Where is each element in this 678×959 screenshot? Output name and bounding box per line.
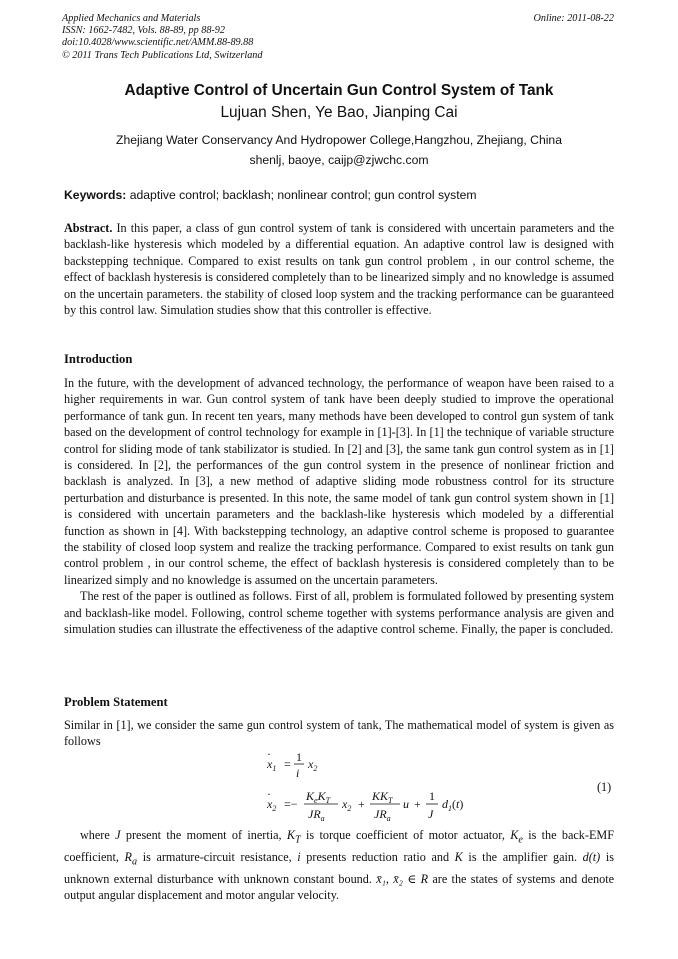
eq2-num2: $KK_T$ <box>372 789 393 805</box>
symbol-KT <box>286 828 301 846</box>
abstract-text: In this paper, a class of gun control system of tank is considered with uncertain parameters and the backlash-like hysteresis which modeled by a differential equation. An adaptive control law is designed with backstepping technique. Compared to exist results on tank gun control problem , in our control scheme, the effect of backlash hysteresis is considered completely than to be linearized simply and no knowledge is assumed on the uncertain parameters. the stability of closed loop system and the tracking performance can be guaranteed by this control law. Simulation studies show that this controller is effective. <box>64 221 614 318</box>
introduction-paragraph-2: The rest of the paper is outlined as follows. First of all, problem is formulated followed by presenting system and backlash-like model. Following, control scheme together with systems performance analysis are given and simulation studies can illustrate the effectiveness of the adaptive control scheme. Finally, the paper is concluded. <box>64 589 614 637</box>
symbol-Ke <box>510 828 523 846</box>
introduction-body <box>64 375 614 638</box>
symbol-dt: d(t) <box>582 849 601 864</box>
paper-title: Adaptive Control of Uncertain Gun Control System of Tank <box>124 82 554 99</box>
eq2-x2: $x_2$ <box>342 797 352 813</box>
symbol-Ra-sub: a <box>132 856 138 868</box>
where-text-1: where <box>80 828 110 842</box>
where-text-4: is the back-EMF coefficient, <box>64 828 615 864</box>
where-text-3: is torque coefficient of motor actuator, <box>300 828 511 842</box>
where-text-2: present the moment of inertia, <box>120 828 287 842</box>
introduction-heading: Introduction <box>64 352 133 366</box>
eq2-u: u <box>403 797 409 811</box>
eq1-x2: $x_2$ <box>308 757 318 773</box>
symbol-KT-sub: T <box>295 834 301 846</box>
journal-name: Applied Mechanics and Materials <box>62 13 201 24</box>
eq2-num3: 1 <box>429 789 435 803</box>
online-date: Online: 2011-08-22 <box>533 13 614 24</box>
copyright-line: © 2011 Trans Tech Publications Ltd, Switzerland <box>62 49 263 61</box>
eq2-den1: $JR_a$ <box>308 807 325 823</box>
author-email[interactable]: shenlj, baoye, caijp@zjwchc.com <box>249 153 429 167</box>
symbol-Ke-sub: e <box>518 834 523 846</box>
equation-number: (1) <box>597 780 612 794</box>
eq1-num: 1 <box>296 750 302 764</box>
symbol-i: i <box>297 849 301 864</box>
variable-definitions <box>64 827 614 904</box>
journal-header <box>62 13 262 62</box>
eq1-dot: · <box>267 750 271 761</box>
where-text-8: is unknown external disturbance with unknown constant bound. <box>64 849 614 886</box>
symbol-Ra <box>124 849 138 868</box>
where-text-5: is armature-circuit resistance, <box>137 849 298 864</box>
keywords <box>64 188 477 202</box>
keywords-label: Keywords: <box>64 188 127 202</box>
affiliation: Zhejiang Water Conservancy And Hydropower College,Hangzhou, Zhejiang, China <box>116 133 562 147</box>
eq2-equals: =− <box>284 797 298 811</box>
system-equation <box>262 750 502 825</box>
where-text-7: is the amplifier gain. <box>462 849 583 864</box>
eq1-den: i <box>296 766 300 780</box>
eq2-plus1: + <box>358 797 365 811</box>
eq2-plus2: + <box>414 797 421 811</box>
keywords-text: adaptive control; backlash; nonlinear control; gun control system <box>129 188 477 202</box>
where-text-9: are the states of systems and denote output angular displacement and motor angular velocity. <box>64 871 614 903</box>
where-text-6: presents reduction ratio and <box>300 849 455 864</box>
issn-line: ISSN: 1662-7482, Vols. 88-89, pp 88-92 <box>62 25 225 37</box>
introduction-paragraph-1: In the future, with the development of advanced technology, the performance of weapon have been raised to a higher requirements in war. Gun control system of tank have been deeply studied to improve the operational performance of tank gun. In recent ten years, many methods have been developed to control gun system of tank based on the development of control technology for example in [1]-[3]. In [1] the technique of variable structure control for sliding mode of tank stabilizator is studied. In [2] and [3], the same tank gun control system as in [1] is considered. In [2], the performances of the gun control system in the presence of nonlinear friction and backlash is analyzed. In [3], a new method of adaptive sliding mode robustness control for its structure perturbation and disturbance is presented. In this note, the same model of tank gun control system shown in [1] is considered with uncertain parameters and the backlash-like hysteresis which modeled by a differential function as shown in [4]. With backstepping technology, an adaptive control scheme is proposed to guarantee the stability of closed loop system and realize the tracking performance. Compared to exist results on tank gun control problem , in our control scheme, the effect of backlash hysteresis is considered completely than to be linearized simply and no knowledge is assumed on the uncertain parameters. <box>64 376 614 587</box>
eq1-lhs: $x_1$ <box>267 757 277 773</box>
symbol-states: x̄₁, x̄₂ ∈ R <box>376 871 429 886</box>
authors: Lujuan Shen, Ye Bao, Jianping Cai <box>220 104 458 121</box>
symbol-Ke-base: K <box>510 828 519 842</box>
eq1-equals: = <box>284 757 291 771</box>
symbol-K: K <box>454 849 463 864</box>
symbol-KT-base: K <box>286 828 296 842</box>
symbol-Ra-base: R <box>124 849 132 864</box>
abstract-label: Abstract. <box>64 221 113 235</box>
eq2-den2: $JR_a$ <box>374 807 391 823</box>
eq2-num1: $K_eK_T$ <box>306 789 331 805</box>
abstract <box>64 220 614 318</box>
eq2-dot: · <box>267 787 271 801</box>
eq2-den3: J <box>428 807 434 821</box>
eq2-lhs: $x_2$ <box>267 797 277 813</box>
problem-statement-text: Similar in [1], we consider the same gun control system of tank, The mathematical model of system is given as follows <box>64 718 614 749</box>
doi-line[interactable]: doi:10.4028/www.scientific.net/AMM.88-89.88 <box>62 37 254 49</box>
eq2-disturbance: $d_1(t)$ <box>442 797 464 813</box>
problem-statement-heading: Problem Statement <box>64 695 168 709</box>
symbol-J: J <box>115 828 121 842</box>
